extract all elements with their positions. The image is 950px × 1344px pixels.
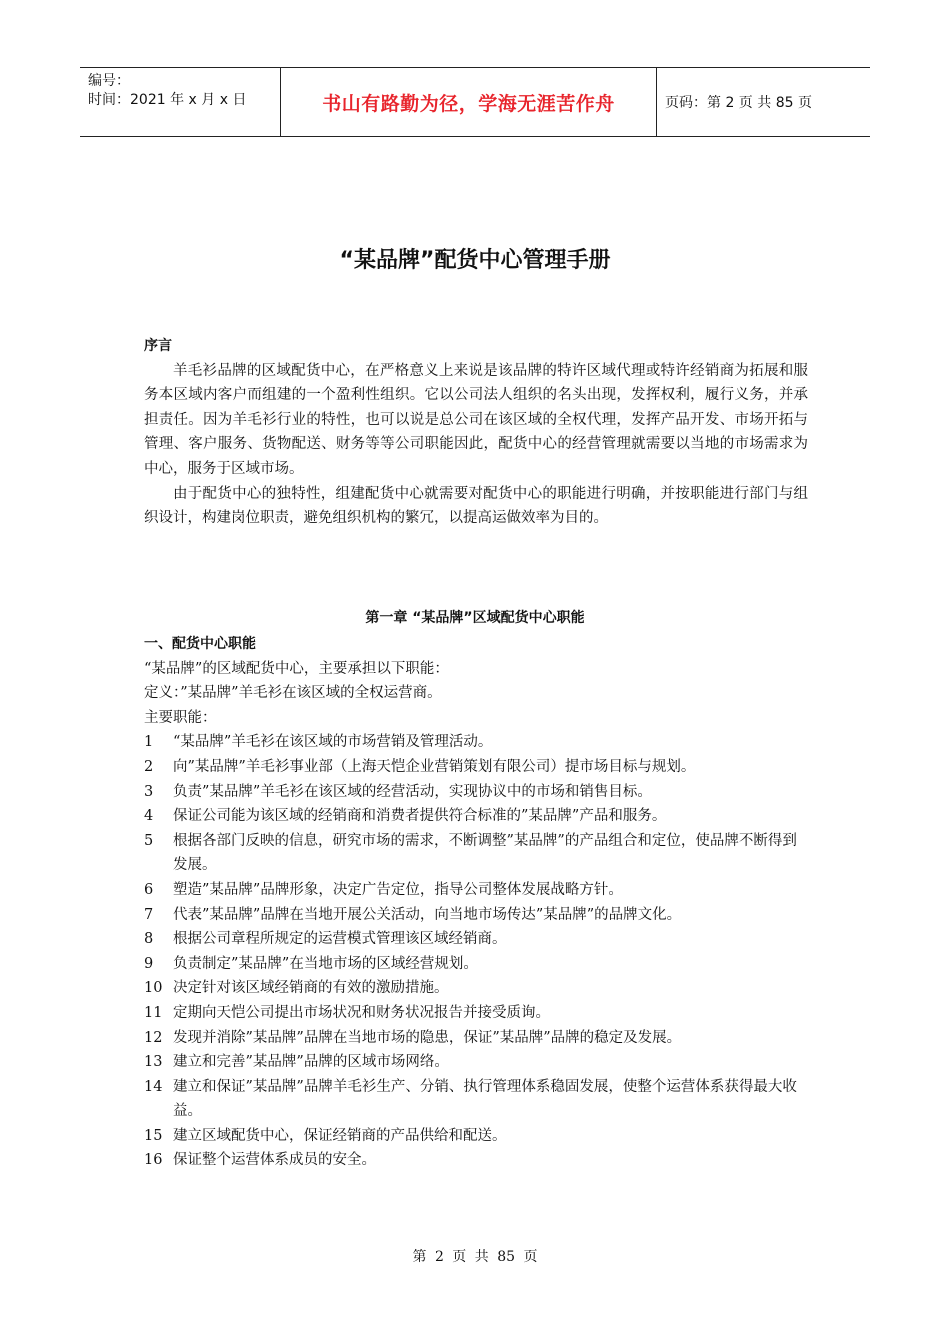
- list-item: [144, 780, 808, 805]
- preface-paragraph: 由于配货中心的独特性，组建配货中心就需要对配货中心的职能进行明确，并按职能进行部门与组织设计，构建岗位职责，避免组织机构的繁冗，以提高运做效率为目的。: [144, 485, 808, 527]
- preface-heading: 序言: [144, 338, 172, 354]
- list-item: [144, 952, 808, 977]
- list-item: [144, 903, 808, 928]
- list-item-number: 11: [144, 1004, 163, 1021]
- section-heading: 一、配货中心职能: [144, 636, 256, 652]
- list-item-text: 根据公司章程所规定的运营模式管理该区域经销商。: [173, 931, 507, 948]
- page-header: [80, 67, 870, 137]
- list-item-number: 10: [144, 980, 163, 997]
- list-item: [144, 1124, 808, 1149]
- time-label: 时间：2021 年 x 月 x 日: [88, 92, 247, 108]
- list-item: [144, 927, 808, 952]
- header-meta-cell: [80, 68, 281, 136]
- functions-list: [144, 730, 808, 1173]
- list-item: [144, 829, 808, 878]
- list-item-number: 14: [144, 1078, 163, 1095]
- list-item-number: 1: [144, 734, 154, 751]
- document-title: “某品牌”配货中心管理手册: [339, 248, 611, 273]
- list-item: [144, 1050, 808, 1075]
- list-item-number: 13: [144, 1054, 163, 1071]
- list-item-text: 代表”某品牌”品牌在当地开展公关活动，向当地市场传达”某品牌”的品牌文化。: [173, 906, 682, 923]
- list-item-text: 建立区域配货中心，保证经销商的产品供给和配送。: [173, 1127, 507, 1144]
- preface-paragraph: 羊毛衫品牌的区域配货中心，在严格意义上来说是该品牌的特许区域代理或特许经销商为拓展和服务本区域内客户而组建的一个盈利性组织。它以公司法人组织的名头出现，发挥权利，履行义务，并承担责任。因为羊毛衫行业的特性，也可以说是总公司在该区域的全权代理，发挥产品开发、市场开拓与管理、客户服务、货物配送、财务等等公司职能因此，配货中心的经营管理就需要以当地的市场需求为中心，服务于区域市场。: [144, 362, 808, 477]
- list-item-text: 建立和保证”某品牌”品牌羊毛衫生产、分销、执行管理体系稳固发展，使整个运营体系获得最大收益。: [173, 1078, 797, 1120]
- list-item-number: 9: [144, 955, 154, 972]
- list-item-number: 15: [144, 1127, 163, 1144]
- header-motto: 书山有路勤为径，学海无涯苦作舟: [281, 68, 657, 136]
- list-item-number: 7: [144, 906, 154, 923]
- list-item-number: 16: [144, 1152, 163, 1169]
- list-item-text: 负责制定”某品牌”在当地市场的区域经营规划。: [173, 955, 478, 972]
- number-label: 编号：: [88, 73, 130, 89]
- list-item: [144, 755, 808, 780]
- functions-section: [144, 632, 808, 1173]
- list-item: [144, 878, 808, 903]
- list-item: [144, 1075, 808, 1124]
- header-page-label: 页码：第 2 页 共 85 页: [665, 95, 812, 111]
- list-item-number: 4: [144, 808, 154, 825]
- main-functions-label: 主要职能：: [144, 709, 217, 726]
- list-item-text: 保证整个运营体系成员的安全。: [173, 1152, 376, 1169]
- list-item-text: 建立和完善”某品牌”品牌的区域市场网络。: [173, 1054, 449, 1071]
- list-item: [144, 804, 808, 829]
- list-item-text: 决定针对该区域经销商的有效的激励措施。: [173, 980, 449, 997]
- list-item: [144, 1001, 808, 1026]
- list-item: [144, 1148, 808, 1173]
- list-item-text: 定期向天恺公司提出市场状况和财务状况报告并接受质询。: [173, 1004, 550, 1021]
- section-intro: “某品牌”的区域配货中心，主要承担以下职能：: [144, 660, 449, 677]
- list-item-number: 2: [144, 758, 154, 775]
- section-definition: 定义：”某品牌”羊毛衫在该区域的全权运营商。: [144, 685, 442, 702]
- list-item-number: 8: [144, 931, 154, 948]
- list-item: [144, 976, 808, 1001]
- list-item-text: “某品牌”羊毛衫在该区域的市场营销及管理活动。: [173, 734, 493, 751]
- list-item-text: 根据各部门反映的信息，研究市场的需求，不断调整”某品牌”的产品组合和定位，使品牌不断得到发展。: [173, 832, 797, 874]
- page-footer: 第 2 页 共 85 页: [412, 1249, 538, 1265]
- chapter-heading: 第一章 “某品牌”区域配货中心职能: [365, 610, 585, 626]
- list-item-text: 保证公司能为该区域的经销商和消费者提供符合标准的”某品牌”产品和服务。: [173, 808, 667, 825]
- list-item-text: 塑造”某品牌”品牌形象，决定广告定位，指导公司整体发展战略方针。: [173, 881, 623, 898]
- list-item: [144, 1026, 808, 1051]
- list-item-text: 向”某品牌”羊毛衫事业部（上海天恺企业营销策划有限公司）提市场目标与规划。: [173, 758, 696, 775]
- list-item: [144, 730, 808, 755]
- list-item-text: 负责”某品牌”羊毛衫在该区域的经营活动，实现协议中的市场和销售目标。: [173, 783, 652, 800]
- list-item-text: 发现并消除”某品牌”品牌在当地市场的隐患，保证”某品牌”品牌的稳定及发展。: [173, 1029, 682, 1046]
- list-item-number: 3: [144, 783, 154, 800]
- list-item-number: 12: [144, 1029, 163, 1046]
- preface-section: [144, 334, 808, 531]
- list-item-number: 6: [144, 881, 154, 898]
- list-item-number: 5: [144, 832, 154, 849]
